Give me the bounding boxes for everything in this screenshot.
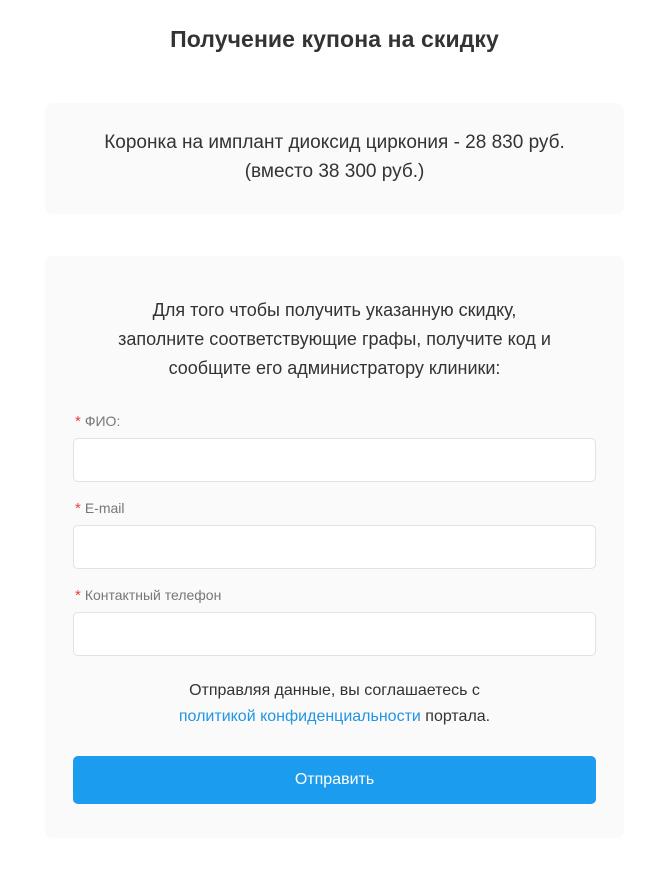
offer-card xyxy=(45,103,624,214)
fullname-label xyxy=(75,413,596,430)
phone-input[interactable] xyxy=(73,612,596,656)
required-asterisk: * xyxy=(75,587,81,604)
consent-suffix: портала. xyxy=(420,708,491,725)
required-asterisk: * xyxy=(75,500,81,517)
field-fullname xyxy=(73,413,596,482)
form-instructions xyxy=(79,296,590,383)
field-email xyxy=(73,500,596,569)
consent-prefix: Отправляя данные, вы соглашаетесь с xyxy=(189,682,480,699)
phone-label xyxy=(75,587,596,604)
phone-label-text: Контактный телефон xyxy=(84,587,222,603)
form-instructions-line-2: заполните соответствующие графы, получите код и xyxy=(118,329,551,349)
fullname-input[interactable] xyxy=(73,438,596,482)
page-title: Получение купона на скидку xyxy=(170,26,499,52)
form-instructions-line-3: сообщите его администратору клиники: xyxy=(168,358,501,378)
form-instructions-line-1: Для того чтобы получить указанную скидку, xyxy=(152,300,517,320)
email-label-text: E-mail xyxy=(84,500,125,516)
field-phone xyxy=(73,587,596,656)
offer-line-2: (вместо 38 300 руб.) xyxy=(244,161,425,182)
submit-button[interactable]: Отправить xyxy=(73,756,596,804)
fullname-label-text: ФИО: xyxy=(84,413,121,429)
required-asterisk: * xyxy=(75,413,81,430)
offer-line-1: Коронка на имплант диоксид циркония - 28 830 руб. xyxy=(104,132,565,153)
offer-text xyxy=(75,128,594,186)
coupon-form-card xyxy=(45,256,624,838)
email-input[interactable] xyxy=(73,525,596,569)
privacy-policy-link[interactable]: политикой конфиденциальности xyxy=(178,708,421,725)
email-label xyxy=(75,500,596,517)
consent-text xyxy=(73,678,596,730)
